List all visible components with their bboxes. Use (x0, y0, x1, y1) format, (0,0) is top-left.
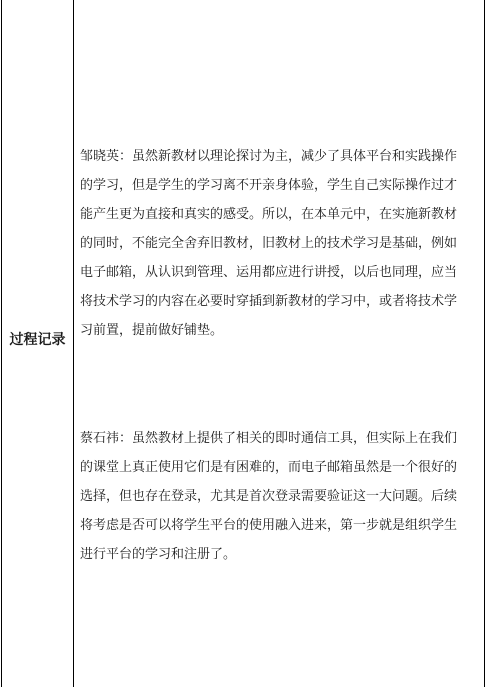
record-label: 过程记录 (9, 332, 66, 348)
text-line: 能产生更为直接和真实的感受。所以，在本单元中，在实施新教材 (80, 207, 458, 222)
paragraph-zou-xiaoying (80, 142, 480, 345)
text-line: 的同时，不能完全舍弃旧教材，旧教材上的技术学习是基础，例如 (80, 236, 458, 251)
text-line: 的课堂上真正使用它们是有困难的，而电子邮箱虽然是一个很好的 (80, 460, 458, 475)
paragraph-cai-shiyi (80, 424, 480, 569)
table-column-divider (73, 0, 74, 687)
text-line: 的学习，但是学生的学习离不开亲身体验，学生自己实际操作过才 (80, 178, 458, 193)
text-line: 将技术学习的内容在必要时穿插到新教材的学习中，或者将技术学 (80, 294, 458, 309)
text-line: 选择，但也存在登录，尤其是首次登录需要验证这一大问题。后续 (80, 489, 458, 504)
text-line: 电子邮箱，从认识到管理、运用都应进行讲授，以后也同理，应当 (80, 265, 458, 280)
text-line: 蔡石祎：虽然教材上提供了相关的即时通信工具，但实际上在我们 (80, 431, 458, 446)
text-line: 习前置，提前做好铺垫。 (80, 323, 224, 338)
table-right-border (484, 0, 485, 687)
text-line: 进行平台的学习和注册了。 (80, 547, 237, 562)
text-line: 邹晓英：虽然新教材以理论探讨为主，减少了具体平台和实践操作 (80, 149, 458, 164)
text-line: 将考虑是否可以将学生平台的使用融入进来，第一步就是组织学生 (80, 518, 458, 533)
